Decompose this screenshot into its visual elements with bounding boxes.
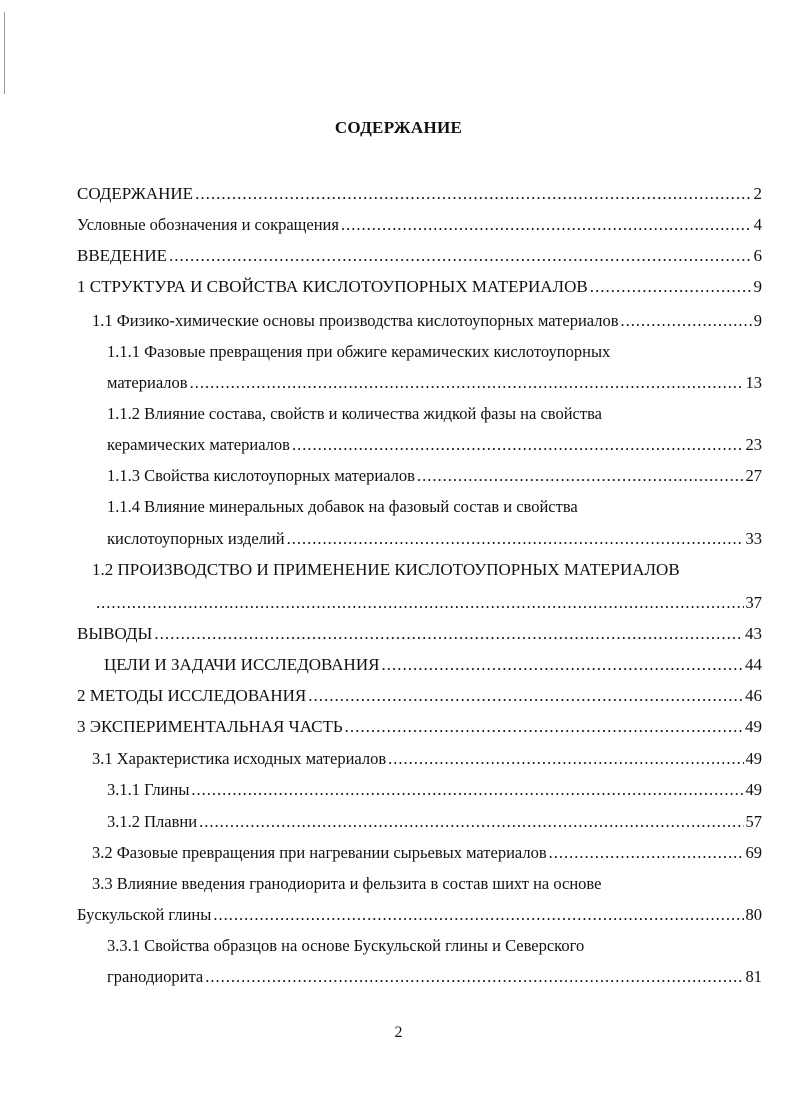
toc-page-number: 23: [745, 435, 762, 454]
toc-entry[interactable]: [94, 593, 762, 613]
toc-page-number: 27: [745, 466, 762, 485]
toc-page-number: 6: [753, 246, 762, 265]
toc-entry-text: 3.1 Характеристика исходных материалов: [92, 749, 387, 768]
toc-page-number: 49: [745, 780, 762, 799]
toc-entry[interactable]: [77, 624, 762, 644]
leader-dots: [213, 905, 743, 925]
toc-entry-text: Условные обозначения и сокращения: [77, 215, 339, 234]
toc-entry-text: кислотоупорных изделий: [107, 529, 285, 548]
toc-entry[interactable]: [77, 215, 762, 235]
toc-entry-text: материалов: [107, 373, 188, 392]
leader-dots: [381, 655, 743, 675]
toc-page-number: 80: [745, 905, 762, 924]
toc-entry-text: ВЫВОДЫ: [77, 624, 153, 643]
toc-entry[interactable]: [107, 812, 762, 832]
leader-dots: [199, 812, 743, 832]
toc-page-number: 49: [745, 749, 762, 768]
leader-dots: [195, 184, 751, 204]
leader-dots: [621, 311, 752, 331]
leader-dots: [549, 843, 744, 863]
toc-entry-text: 2 МЕТОДЫ ИССЛЕДОВАНИЯ: [77, 686, 307, 705]
toc-entry[interactable]: [77, 184, 762, 204]
toc-entry-text: Бускульской глины: [77, 905, 212, 924]
toc-entry[interactable]: [77, 686, 762, 706]
toc-page-number: 2: [753, 184, 762, 203]
leader-dots: [191, 780, 743, 800]
leader-dots: [345, 717, 743, 737]
leader-dots: [590, 277, 752, 297]
leader-dots: [287, 529, 744, 549]
leader-dots: [292, 435, 744, 455]
toc-entry-text: 3.2 Фазовые превращения при нагревании сырьевых материалов: [92, 843, 547, 862]
toc-entry[interactable]: [92, 311, 762, 331]
leader-dots: [308, 686, 743, 706]
toc-entry[interactable]: [107, 435, 762, 455]
toc-entry[interactable]: [77, 905, 762, 925]
leader-dots: [341, 215, 752, 235]
toc-page-number: 37: [745, 593, 762, 612]
toc-entry[interactable]: [107, 373, 762, 393]
toc-page-number: 4: [753, 215, 762, 234]
toc-entry[interactable]: [107, 529, 762, 549]
toc-entry[interactable]: [92, 843, 762, 863]
scan-edge-line: [4, 12, 5, 94]
leader-dots: [417, 466, 744, 486]
toc-entry-text: 3 ЭКСПЕРИМЕНТАЛЬНАЯ ЧАСТЬ: [77, 717, 343, 736]
leader-dots: [169, 246, 752, 266]
toc-page-number: 33: [745, 529, 762, 548]
toc-page-number: 9: [753, 311, 762, 330]
toc-entry-first-line: 3.3 Влияние введения гранодиорита и фельзита в состав шихт на основе: [92, 874, 602, 893]
toc-entry[interactable]: [92, 749, 762, 769]
toc-entry-first-line: 1.1.4 Влияние минеральных добавок на фазовый состав и свойства: [107, 497, 578, 516]
leader-dots: [388, 749, 743, 769]
toc-entry-first-line: 3.3.1 Свойства образцов на основе Бускульской глины и Северского: [107, 936, 585, 955]
toc-page-number: 13: [745, 373, 762, 392]
toc-page-number: 46: [745, 686, 762, 705]
toc-page-number: 69: [745, 843, 762, 862]
toc-page-number: 57: [745, 812, 762, 831]
toc-entry-text: 3.1.2 Плавни: [107, 812, 198, 831]
toc-entry[interactable]: [107, 466, 762, 486]
toc-entry[interactable]: [77, 246, 762, 266]
toc-entry-text: керамических материалов: [107, 435, 290, 454]
toc-page-number: 43: [745, 624, 762, 643]
toc-entry-text: ВВЕДЕНИЕ: [77, 246, 167, 265]
toc-entry-text: 1.1.3 Свойства кислотоупорных материалов: [107, 466, 415, 485]
toc-entry[interactable]: [107, 967, 762, 987]
toc-entry-text: 1.1 Физико-химические основы производства кислотоупорных материалов: [92, 311, 619, 330]
page-number: 2: [394, 1024, 403, 1041]
toc-entry-text: 3.1.1 Глины: [107, 780, 190, 799]
toc-entry[interactable]: [77, 277, 762, 297]
toc-entry-first-line: 1.2 ПРОИЗВОДСТВО И ПРИМЕНЕНИЕ КИСЛОТОУПОРНЫХ МАТЕРИАЛОВ: [92, 560, 680, 579]
toc-page-number: 49: [745, 717, 762, 736]
toc-entry[interactable]: [77, 717, 762, 737]
toc-entry-text: 1 СТРУКТУРА И СВОЙСТВА КИСЛОТОУПОРНЫХ МАТЕРИАЛОВ: [77, 277, 588, 296]
toc-page-number: 9: [753, 277, 762, 296]
toc-entry[interactable]: [104, 655, 762, 675]
toc-entry-first-line: 1.1.1 Фазовые превращения при обжиге керамических кислотоупорных: [107, 342, 611, 361]
toc-entry[interactable]: [107, 780, 762, 800]
leader-dots: [154, 624, 743, 644]
toc-entry-first-line: 1.1.2 Влияние состава, свойств и количества жидкой фазы на свойства: [107, 404, 602, 423]
toc-page-number: 81: [745, 967, 762, 986]
page-title: СОДЕРЖАНИЕ: [334, 118, 463, 137]
leader-dots: [190, 373, 744, 393]
leader-dots: [205, 967, 743, 987]
toc-page-number: 44: [745, 655, 762, 674]
toc-entry-text: гранодиорита: [107, 967, 204, 986]
toc-entry-text: СОДЕРЖАНИЕ: [77, 184, 194, 203]
toc-entry-text: ЦЕЛИ И ЗАДАЧИ ИССЛЕДОВАНИЯ: [104, 655, 380, 674]
leader-dots: [96, 593, 744, 613]
